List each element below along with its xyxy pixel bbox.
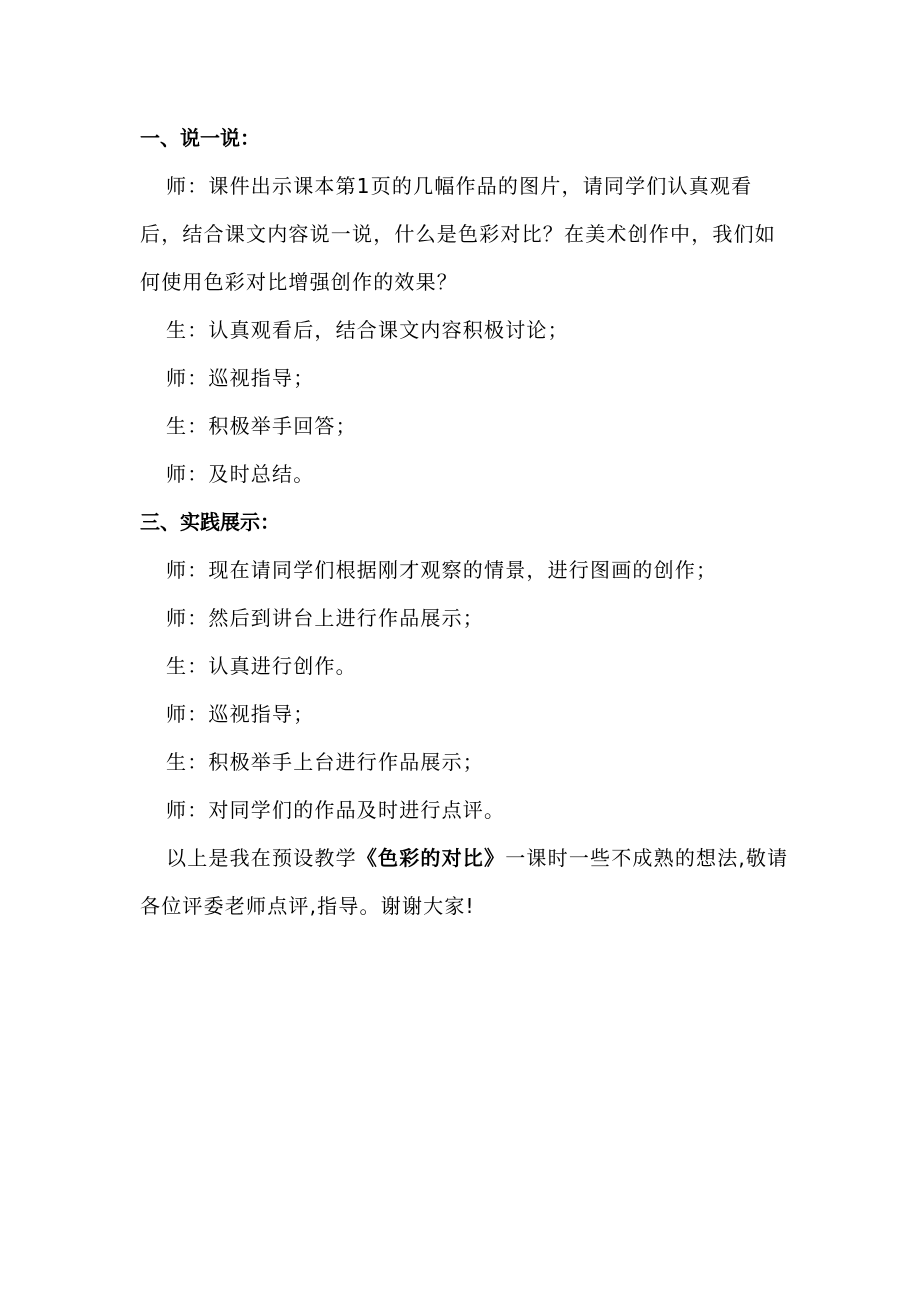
paragraph: 师：及时总结。: [166, 462, 315, 486]
paragraph: 师：对同学们的作品及时进行点评。: [166, 798, 506, 822]
paragraph: 生：认真观看后，结合课文内容积极讨论；: [166, 318, 569, 342]
paragraph: 生：认真进行创作。: [166, 654, 357, 678]
paragraph: 师：课件出示课本第1页的几幅作品的图片，请同学们认真观看后，结合课文内容说一说，什么是色彩对比？在美术创作中，我们如何使用色彩对比增强创作的效果？: [140, 174, 776, 294]
closing-text-before: 以上是我在预设教学: [166, 846, 357, 870]
closing-paragraph: [140, 834, 790, 930]
closing-text-after: 一课时一些不成熟的想法,敬请各位评委老师点评,指导。谢谢大家!: [140, 846, 789, 918]
paragraph: 师：巡视指导；: [166, 366, 315, 390]
lesson-title: 《色彩的对比》: [356, 846, 506, 870]
paragraph: 师：现在请同学们根据刚才观察的情景，进行图画的创作；: [166, 558, 718, 582]
section-heading-1: 一、说一说：: [140, 126, 260, 150]
section-heading-3: 三、实践展示：: [140, 510, 280, 534]
paragraph: 生：积极举手上台进行作品展示；: [166, 750, 484, 774]
paragraph: 师：然后到讲台上进行作品展示；: [166, 606, 484, 630]
paragraph: 师：巡视指导；: [166, 702, 315, 726]
document-body: [140, 114, 790, 930]
paragraph: 生：积极举手回答；: [166, 414, 357, 438]
